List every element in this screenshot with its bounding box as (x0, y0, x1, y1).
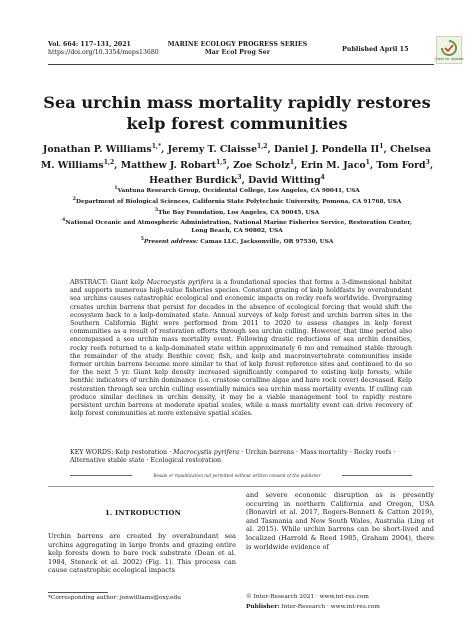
abstract-body: is a foundational species that forms a 3-dimensional habitat and supports numerous high-value fisheries species. Constant grazing of kelp holdfasts by overabundant sea urchins causes catastrophic ecological and economic impacts on rocky reefs worldwide. Overgrazing creates urchin barrens that persist for decades in the absence of ecological forcing that would shift the ecosystem back to a kelp-dominated state. Annual surveys of kelp forest and urchin barren sites in the Southern California Bight were performed from 2011 to 2020 to assess changes in kelp forest communities as a result of restoration efforts through sea urchin culling. However, that time period also encompassed a sea urchin mass mortality event. Following drastic reductions of sea urchin densities, rocky reefs returned to a kelp-dominated state within approximately 6 mo and remained stable through the remainder of the study. Benthic cover, fish, and kelp and macroinvertebrate communities inside former urchin barrens became more similar to that of kelp forest reference sites and continued to do so for the next 5 yr. Giant kelp density increased significantly compared to existing kelp forests, while benthic indicators of urchin dominance (i.e. crustose coralline algae and bare rock cover) decreased. Kelp restoration through sea urchin culling essentially mimics sea urchin mass mortality events. If culling can produce similar declines in urchin density, it may be a viable management tool to rapidly restore persistent urchin barrens at moderate spatial scales, while a mass mortality event can drive recovery of kelp forest communities at more extensive spatial scales. (70, 279, 412, 418)
author-affiliation-mark: 1 (365, 158, 370, 166)
author-affiliation-mark: 1 (379, 143, 384, 150)
keyword: Urchin barrens (245, 449, 294, 456)
logo-text: Check for updates (434, 57, 464, 61)
author-name: Erin M. Jaco (300, 159, 366, 171)
keywords (70, 449, 412, 466)
author-name: Jonathan P. Williams (42, 144, 152, 156)
publisher-line (246, 604, 380, 610)
affiliations (54, 185, 420, 247)
volume-line: Vol. 664: 117–131, 2021 (48, 41, 131, 48)
abstract-label: ABSTRACT: (70, 279, 108, 286)
author-name: Matthew J. Robart (120, 159, 217, 171)
check-for-updates-icon[interactable] (436, 36, 462, 64)
affiliation-item: $^4$National Oceanic and Atmospheric Administration, National Marine Fisheries Service, Restoration Center, Long Beach, CA 90802, USA (62, 217, 412, 235)
intro-left-column: Urchin barrens are created by overabundant sea urchins aggregating in large fronts and grazing entire kelp forests down to bare rock substrate (Dean et al. 1984, Steneck et al. 2002) (Fig. 1). This process can cause catastrophic ecological impacts (48, 532, 236, 575)
journal-name: MARINE ECOLOGY PROGRESS SERIES (167, 41, 308, 48)
author-affiliation-mark: 1,* (151, 143, 162, 150)
journal-block (160, 41, 315, 57)
journal-abbrev: Mar Ecol Prog Ser (204, 49, 271, 56)
keywords-label: KEY WORDS: (70, 449, 114, 456)
section-rule (48, 486, 434, 487)
copyright: © Inter-Research 2021 · www.int-res.com (246, 594, 369, 600)
affiliation-item: $^2$Department of Biological Sciences, California State Polytechnic University, Pomona, CA 91768, USA (72, 195, 402, 205)
author-name: David Witting (248, 175, 321, 187)
keyword: Alternative stable state (70, 457, 145, 465)
author-name: Zoe Scholz (233, 159, 290, 171)
author-name: Daniel J. Pondella II (274, 144, 380, 156)
author-name: Heather Burdick (149, 175, 238, 187)
author-list: Jonathan P. Williams$^{1,*}$, Jeremy T. Claisse$^{1,2}$, Daniel J. Pondella $II^1$, Chelsea M. Williams$^{1,2}$, Matthew J. Robart$^{1,5}$, Zoe Scholz$^1$, Erin M. Jaco$^1$, Tom Ford$^3$, Heather Burdick$^3$, David Witting$^4$ (40, 143, 434, 187)
section-heading-introduction: 1. INTRODUCTION (104, 509, 182, 517)
author-affiliation-mark: 1,5 (216, 158, 227, 166)
author-affiliation-mark: 1,2 (257, 143, 268, 150)
author-affiliation-mark: 1,2 (103, 158, 115, 166)
author-name: Tom Ford (376, 159, 426, 171)
author-affiliation-mark: 3 (237, 174, 242, 182)
keyword: Mass mortality (300, 449, 348, 456)
author-affiliation-mark: 1 (289, 158, 295, 166)
reproduction-notice: Resale or republication not permitted without written consent of the publisher (153, 473, 321, 478)
author-name: Jeremy T. Claisse (167, 144, 258, 156)
affiliation-item: $^3$The Bay Foundation, Los Angeles, CA 90045, USA (154, 206, 320, 216)
present-address: $^5$Present address: Camas LLC, Jacksonville, OR 97530, USA (140, 236, 334, 246)
author-affiliation-mark: 3 (425, 158, 430, 166)
abstract-species: Macrocystis pyrifera (146, 279, 214, 286)
footnote-rule (48, 592, 108, 593)
publisher-label: Publisher: (246, 604, 280, 610)
affiliation-list (54, 185, 420, 236)
publisher-name[interactable]: Inter-Research · www.int-res.com (281, 604, 380, 610)
intro-right-column: and severe economic disruption as is presently occurring in northern California and Oregon, USA (Bonaviri et al. 2017, Rogers-Bennett & Catton 2019), and Tasmania and New South Wales, Australia (Ling et al. 2015). While urchin barrens can be short-lived and localized (Harrold & Reed 1985, Graham 2004), there is worldwide evidence of (246, 491, 434, 551)
keywords-list: Kelp restoration · Macrocystis pyrifera · Urchin barrens · Mass mortality · Rocky reefs · Alternative stable state · Ecological restoration (70, 449, 396, 465)
corresponding-author[interactable]: *Corresponding author: jonwilliams@oxy.edu (48, 595, 181, 601)
abstract: ABSTRACT: Giant kelp Macrocystis pyrifera is a foundational species that forms a 3-dimensional habitat and supports numerous high-value fisheries species. Constant grazing of kelp holdfasts by overabundant sea urchins causes catastrophic ecological and economic impacts on rocky reefs worldwide. Overgrazing creates urchin barrens that persist for decades in the absence of ecological forcing that would shift the ecosystem back to a kelp-dominated state. Annual surveys of kelp forest and urchin barren sites in the Southern California Bight were performed from 2011 to 2020 to assess changes in kelp forest communities as a result of restoration efforts through sea urchin culling. However, that time period also encompassed a sea urchin mass mortality event. Following drastic reductions of sea urchin densities, rocky reefs returned to a kelp-dominated state within approximately 6 mo and remained stable through the remainder of the study. Benthic cover, fish, and kelp and macroinvertebrate communities inside former urchin barrens became more similar to that of kelp forest reference sites and continued to do so for the next 5 yr. Giant kelp density increased significantly compared to existing kelp forests, while benthic indicators of urchin dominance (i.e. crustose coralline algae and bare rock cover) decreased. Kelp restoration through sea urchin culling essentially mimics sea urchin mass mortality events. If culling can produce similar declines in urchin density, it may be a viable management tool to rapidly restore persistent urchin barrens at moderate spatial scales, while a mass mortality event can drive recovery of kelp forest communities at more extensive spatial scales. (70, 279, 412, 418)
header-rule (48, 64, 434, 65)
keyword: Rocky reefs (353, 449, 392, 456)
affiliation-item: $^1$Vantuna Research Group, Occidental College, Los Angeles, CA 90041, USA (114, 185, 360, 194)
keyword: Kelp restoration (115, 449, 168, 456)
article-title: Sea urchin mass mortality rapidly restores kelp forest communities (43, 93, 431, 133)
citation-block (48, 41, 159, 57)
keyword: Ecological restoration (150, 457, 222, 465)
doi-link[interactable]: https://doi.org/10.3354/meps13680 (48, 49, 159, 56)
keyword: Macrocystis pyrifera (173, 449, 240, 456)
author-name: Chelsea M. Williams (40, 144, 432, 171)
author-affiliation-mark: 4 (320, 174, 325, 182)
published-date: Published April 15 (342, 45, 409, 53)
